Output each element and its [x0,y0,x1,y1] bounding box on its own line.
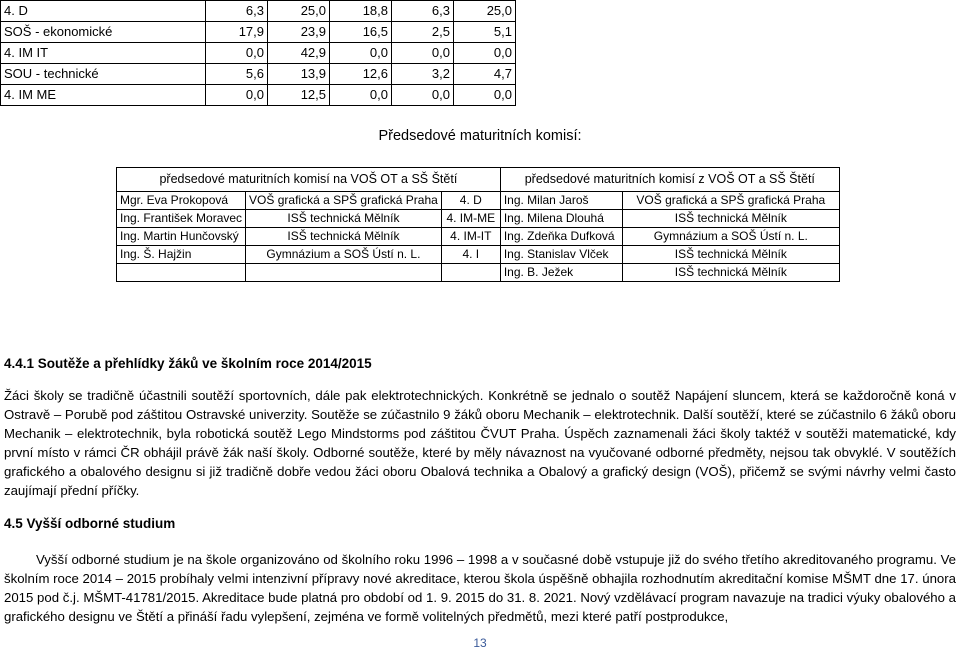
chair-name: Ing. Zdeňka Dufková [500,228,622,246]
section-heading-441: 4.4.1 Soutěže a přehlídky žáků ve školním roce 2014/2015 [4,356,372,371]
class-name: 4. D [441,192,500,210]
results-cell: 18,8 [330,1,392,22]
results-cell: 16,5 [330,22,392,43]
section-heading-45: 4.5 Vyšší odborné studium [4,516,176,531]
class-name: 4. IM-ME [441,210,500,228]
committees-table [116,167,840,282]
header-left: předsedové maturitních komisí na VOŠ OT a SŠ Štětí [117,168,501,192]
results-row-label: SOŠ - ekonomické [1,22,206,43]
chair-name: Mgr. Eva Prokopová [117,192,246,210]
results-row [1,64,516,85]
class-name [441,264,500,282]
chair-name: Ing. B. Ježek [500,264,622,282]
paragraph-text: Vyšší odborné studium je na škole organizováno od školního roku 1996 – 1998 a v současné době vstupuje již do svého třetího akreditovaného programu. Ve školním roce 2014 – 2015 probíhaly velmi intenzivní přípravy nové akreditace, kterou škola úspěšně obhajila rozhodnutím akreditační komise MŠMT dne 17. února 2015 pod č.j. MŠMT-41781/2015. Akreditace bude platná pro období od 1. 9. 2015 do 31. 8. 2021. Nový vzdělávací program navazuje na tradici výuky obalového a grafického designu ve Štětí a přináší řadu vylepšení, zejména ve formě volitelných předmětů, mezi které patří postprodukce, [4,552,956,624]
chair-institution: Gymnázium a SOŠ Ústí n. L. [622,228,839,246]
results-cell: 0,0 [206,85,268,106]
results-row-label: 4. IM ME [1,85,206,106]
results-row [1,1,516,22]
chair-institution: VOŠ grafická a SPŠ grafická Praha [246,192,442,210]
results-cell: 6,3 [206,1,268,22]
paragraph-text: Žáci školy se tradičně účastnili soutěží sportovních, dále pak elektrotechnických. Konkrétně se jednalo o soutěž Napájení sluncem, která se každoročně koná v Ostravě – Porubě pod záštitou Ostravské univerzity. Soutěže se zúčastnilo 9 žáků oboru Mechanik – elektrotechnik. Další soutěží, které se zúčastnilo 6 žáků oboru Mechanik – elektrotechnik, byla robotická soutěž Lego Mindstorms pod záštitou ČVUT Praha. Úspěch zaznamenali žáci školy taktéž v soutěži matematické, kdy první místo v rámci ČR obhájil právě žák naší školy. Odborné soutěže, které by měly návaznost na vyučované odborné předměty, nejsou tak obvyklé. V soutěžích grafického a obalového designu si již tradičně dobře vedou žáci oboru Obalová technika a Obalový a grafický design (VOŠ), přičemž se svými návrhy velmi často zaujímají přední příčky. [4,388,956,498]
results-cell: 5,1 [454,22,516,43]
committee-row [117,210,840,228]
chair-name [117,264,246,282]
page-number: 13 [473,636,487,650]
results-cell: 13,9 [268,64,330,85]
results-row-label: 4. D [1,1,206,22]
section-paragraph-441 [4,386,956,500]
results-row [1,43,516,64]
chair-name: Ing. Milan Jaroš [500,192,622,210]
chair-institution: ISŠ technická Mělník [246,210,442,228]
section-paragraph-45 [4,550,956,626]
results-cell: 23,9 [268,22,330,43]
committee-row [117,264,840,282]
chair-institution: VOŠ grafická a SPŠ grafická Praha [622,192,839,210]
results-cell: 0,0 [330,85,392,106]
header-right: předsedové maturitních komisí z VOŠ OT a SŠ Štětí [500,168,839,192]
results-cell: 12,6 [330,64,392,85]
chair-name: Ing. František Moravec [117,210,246,228]
class-name: 4. IM-IT [441,228,500,246]
results-cell: 0,0 [392,43,454,64]
chair-name: Ing. Martin Hunčovský [117,228,246,246]
chair-name: Ing. Milena Dlouhá [500,210,622,228]
chair-name: Ing. Stanislav Vlček [500,246,622,264]
results-cell: 0,0 [206,43,268,64]
results-table [0,0,516,106]
committee-title: Předsedové maturitních komisí: [378,128,582,144]
results-cell: 2,5 [392,22,454,43]
results-cell: 0,0 [392,85,454,106]
committee-row [117,246,840,264]
results-cell: 0,0 [454,85,516,106]
chair-name: Ing. Š. Hajžin [117,246,246,264]
chair-institution: Gymnázium a SOŠ Ústí n. L. [246,246,442,264]
results-cell: 17,9 [206,22,268,43]
results-cell: 0,0 [330,43,392,64]
committees-header-row [117,168,840,192]
results-row [1,22,516,43]
committee-row [117,192,840,210]
chair-institution: ISŠ technická Mělník [622,246,839,264]
results-row-label: SOU - technické [1,64,206,85]
results-cell: 12,5 [268,85,330,106]
results-cell: 3,2 [392,64,454,85]
class-name: 4. I [441,246,500,264]
results-cell: 5,6 [206,64,268,85]
results-cell: 0,0 [454,43,516,64]
results-cell: 25,0 [454,1,516,22]
chair-institution: ISŠ technická Mělník [622,210,839,228]
chair-institution [246,264,442,282]
results-cell: 25,0 [268,1,330,22]
results-cell: 6,3 [392,1,454,22]
results-cell: 4,7 [454,64,516,85]
results-cell: 42,9 [268,43,330,64]
results-row-label: 4. IM IT [1,43,206,64]
chair-institution: ISŠ technická Mělník [622,264,839,282]
chair-institution: ISŠ technická Mělník [246,228,442,246]
results-row [1,85,516,106]
committee-row [117,228,840,246]
